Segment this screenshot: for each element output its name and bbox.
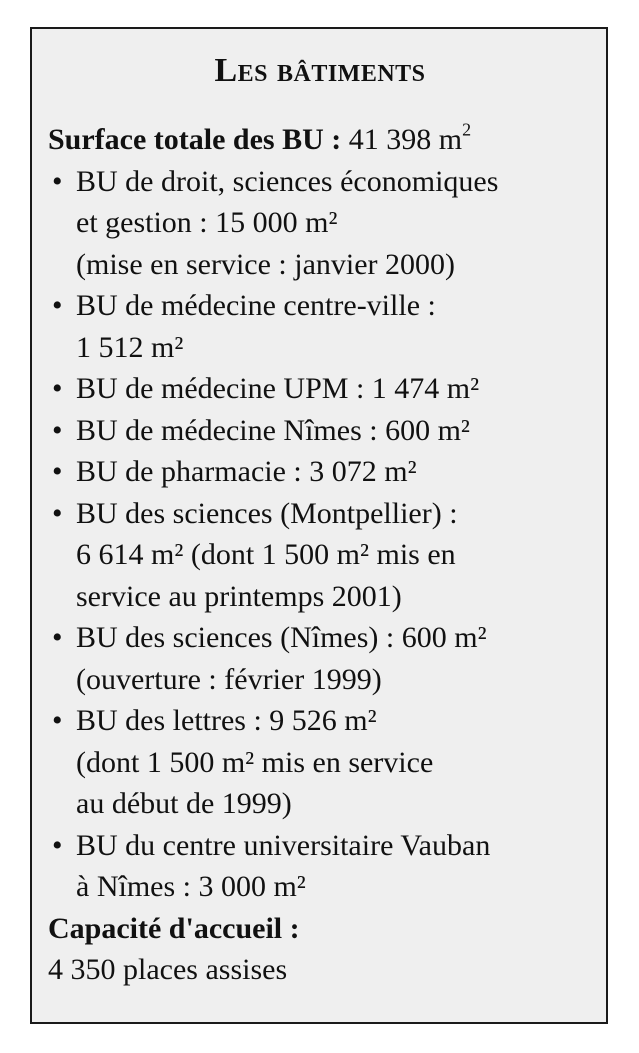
building-list-item xyxy=(48,410,592,452)
building-list-item-line: (mise en service : janvier 2000) xyxy=(76,247,456,281)
building-list-item-line: au début de 1999) xyxy=(76,787,292,820)
building-list-item xyxy=(48,451,592,493)
bullet-icon: • xyxy=(52,289,63,322)
bullet-icon: • xyxy=(52,496,63,530)
building-list-item xyxy=(48,825,592,908)
building-list-item-line: et gestion : 15 000 m² xyxy=(76,206,338,239)
bullet-icon: • xyxy=(52,455,63,488)
building-list-item-line: 1 512 m² xyxy=(76,330,184,364)
building-list-item-line: BU des lettres : 9 526 m² xyxy=(76,704,377,737)
building-list-item xyxy=(48,493,592,618)
building-list-item-line: BU des sciences (Montpellier) : xyxy=(76,496,458,530)
surface-total-line xyxy=(48,119,592,161)
building-list xyxy=(48,161,592,908)
building-list-item xyxy=(48,285,592,368)
building-list-item xyxy=(48,368,592,410)
building-list-item-line: service au printemps 2001) xyxy=(76,579,402,613)
building-list-item-line: (ouverture : février 1999) xyxy=(76,662,382,696)
capacity-value: 4 350 places assises xyxy=(48,953,288,986)
surface-total-value: 41 398 m xyxy=(348,123,463,156)
bullet-icon: • xyxy=(52,704,63,737)
building-list-item-line: BU de médecine centre-ville : xyxy=(76,289,436,322)
building-list-item-line: BU de droit, sciences économiques xyxy=(76,164,499,198)
building-list-item xyxy=(48,161,592,286)
bullet-icon: • xyxy=(52,372,63,405)
building-list-item-line: 6 614 m² (dont 1 500 m² mis en xyxy=(76,538,456,571)
bullet-icon: • xyxy=(52,621,63,654)
squared-superscript: 2 xyxy=(462,119,472,140)
building-list-item-line: BU des sciences (Nîmes) : 600 m² xyxy=(76,621,487,654)
building-list-item-line: BU de pharmacie : 3 072 m² xyxy=(76,455,417,488)
building-list-item xyxy=(48,617,592,700)
building-list-item xyxy=(48,700,592,825)
building-list-item-line: BU du centre universitaire Vauban xyxy=(76,828,491,862)
bullet-icon: • xyxy=(52,828,63,862)
box-title: Les bâtiments xyxy=(214,52,426,89)
building-list-item-line: (dont 1 500 m² mis en service xyxy=(76,745,434,779)
building-list-item-line: BU de médecine UPM : 1 474 m² xyxy=(76,372,480,405)
capacity-label: Capacité d'accueil : xyxy=(48,911,300,945)
bullet-icon: • xyxy=(52,164,63,198)
info-box xyxy=(30,27,608,1024)
surface-total-label: Surface totale des BU : xyxy=(48,123,342,156)
building-list-item-line: à Nîmes : 3 000 m² xyxy=(76,870,306,903)
building-list-item-line: BU de médecine Nîmes : 600 m² xyxy=(76,413,470,447)
bullet-icon: • xyxy=(52,413,63,447)
